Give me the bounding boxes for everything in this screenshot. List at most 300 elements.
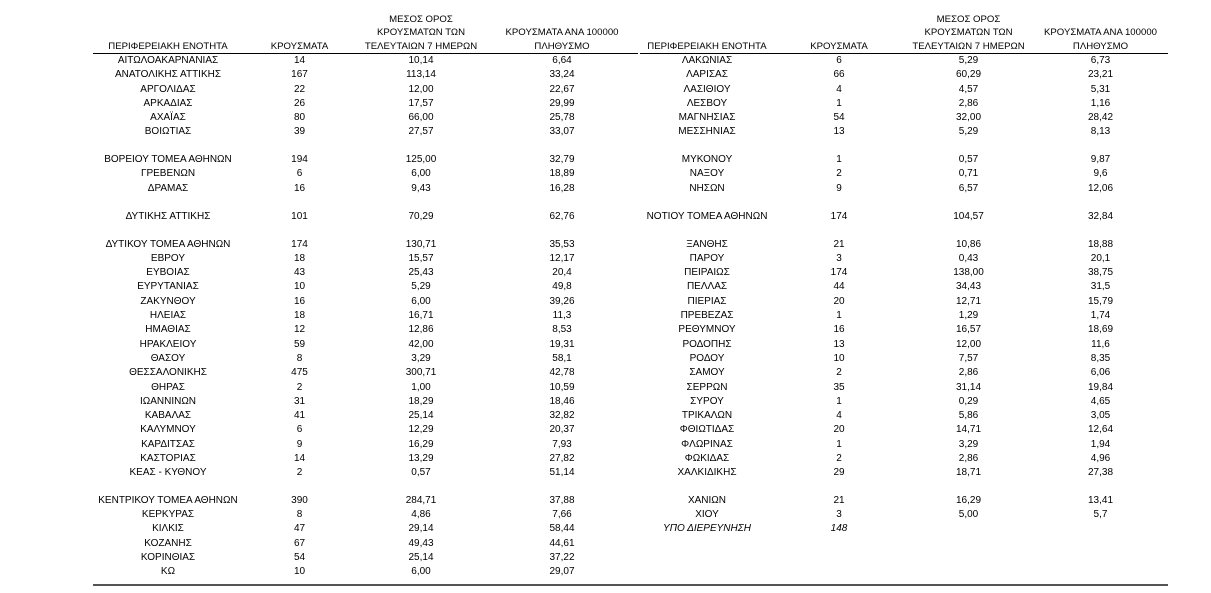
header-per100k-line2: ΠΛΗΘΥΣΜΟ [534, 40, 590, 52]
avg7-cell: 6,00 [411, 168, 431, 180]
table-row [640, 309, 1168, 323]
avg7-cell: 16,71 [408, 310, 434, 322]
table-row [640, 481, 1168, 509]
region-cell: ΕΒΡΟΥ [150, 252, 186, 264]
avg7-cell: 31,14 [955, 381, 982, 393]
region-cell: ΕΥΡΥΤΑΝΙΑΣ [137, 281, 199, 293]
region-cell: ΘΕΣΣΑΛΟΝΙΚΗΣ [129, 367, 207, 379]
table-row [640, 438, 1168, 452]
avg7-cell: 15,57 [408, 252, 434, 264]
table-row [93, 551, 638, 565]
per100k-cell: 32,84 [1087, 211, 1114, 223]
table-header-row [640, 10, 1168, 54]
avg7-cell: 42,00 [408, 338, 434, 350]
avg7-cell: 27,57 [408, 126, 434, 138]
table-row [93, 97, 638, 111]
table-row [93, 323, 638, 337]
avg7-cell: 12,29 [408, 424, 434, 436]
region-cell: ΚΑΣΤΟΡΙΑΣ [140, 453, 196, 465]
avg7-cell: 5,00 [958, 509, 979, 521]
table-row [93, 68, 638, 82]
table-row [640, 352, 1168, 366]
cases-cell: 47 [293, 523, 306, 535]
per100k-cell: 10,59 [549, 381, 575, 393]
cases-cell: 2 [836, 168, 842, 180]
avg7-cell [904, 522, 1033, 536]
avg7-cell: 49,43 [408, 537, 434, 549]
avg7-cell: 12,00 [408, 83, 434, 95]
cases-cell: 16 [293, 295, 306, 307]
region-cell: ΤΡΙΚΑΛΩΝ [681, 410, 733, 422]
table-row [93, 565, 638, 579]
table-row [640, 423, 1168, 437]
cases-cell: 31 [293, 395, 306, 407]
region-cell: ΠΙΕΡΙΑΣ [687, 295, 727, 307]
per100k-cell: 38,75 [1087, 267, 1114, 279]
avg7-cell: 25,14 [408, 552, 434, 564]
cases-cell: 4 [836, 410, 842, 422]
table-row [93, 452, 638, 466]
table-row [640, 167, 1168, 181]
avg7-cell: 66,00 [408, 112, 434, 124]
per100k-cell: 13,41 [1087, 495, 1114, 507]
table-row [93, 309, 638, 323]
avg7-cell: 138,00 [953, 267, 984, 279]
avg7-cell: 34,43 [955, 281, 982, 293]
per100k-cell: 33,07 [549, 126, 575, 138]
region-cell: ΠΕΙΡΑΙΩΣ [684, 267, 730, 279]
table-row [640, 466, 1168, 480]
region-cell: ΠΑΡΟΥ [689, 252, 725, 264]
per100k-cell: 51,14 [549, 467, 575, 479]
cases-cell: 16 [293, 182, 306, 194]
avg7-cell: 300,71 [405, 367, 437, 379]
cases-cell: 167 [291, 69, 308, 81]
cases-cell: 18 [293, 252, 306, 264]
region-cell: ΔΡΑΜΑΣ [147, 182, 189, 194]
region-cell: ΥΠΟ ΔΙΕΡΕΥΝΗΣΗ [663, 523, 751, 535]
header-avg7-line2: ΚΡΟΥΣΜΑΤΩΝ ΤΩΝ [376, 27, 466, 38]
region-cell: ΝΟΤΙΟΥ ΤΟΜΕΑ ΑΘΗΝΩΝ [646, 211, 768, 223]
avg7-cell: 10,86 [955, 238, 982, 250]
region-cell: ΚΩ [160, 566, 176, 578]
region-cell: ΜΑΓΝΗΣΙΑΣ [678, 112, 736, 124]
per100k-cell: 18,69 [1087, 324, 1114, 336]
per100k-cell: 31,5 [1090, 281, 1111, 293]
table-row [93, 537, 638, 551]
table-row [640, 140, 1168, 168]
region-cell: ΜΕΣΣΗΝΙΑΣ [678, 126, 736, 138]
cases-cell: 22 [293, 83, 306, 95]
per100k-cell: 22,67 [549, 83, 575, 95]
table-row [640, 54, 1168, 69]
per100k-cell: 6,64 [552, 55, 572, 66]
avg7-cell: 5,86 [958, 410, 979, 422]
per100k-cell: 62,76 [549, 211, 575, 223]
avg7-cell: 12,86 [408, 324, 434, 336]
per100k-cell: 18,89 [549, 168, 575, 180]
cases-cell: 16 [833, 324, 845, 336]
region-cell: ΔΥΤΙΚΗΣ ΑΤΤΙΚΗΣ [125, 211, 211, 223]
per100k-cell: 7,93 [552, 438, 572, 450]
table-row [93, 438, 638, 452]
cases-cell: 26 [293, 97, 306, 109]
cases-cell: 54 [293, 552, 306, 564]
table-row [640, 224, 1168, 252]
cases-cell: 59 [293, 338, 306, 350]
per100k-cell: 11,6 [1091, 338, 1110, 350]
cases-cell: 475 [291, 367, 308, 379]
avg7-cell: 113,14 [406, 69, 436, 81]
per100k-cell [1033, 522, 1168, 536]
region-cell: ΚΙΛΚΙΣ [152, 523, 184, 535]
region-cell: ΧΑΛΚΙΔΙΚΗΣ [677, 467, 737, 479]
cases-cell: 1 [836, 395, 842, 407]
table-row [640, 409, 1168, 423]
table-row [93, 466, 638, 480]
table-row [93, 140, 638, 168]
per100k-cell: 12,64 [1087, 424, 1114, 436]
region-cell: ΚΑΡΔΙΤΣΑΣ [141, 438, 195, 450]
region-cell: ΑΙΤΩΛΟΑΚΑΡΝΑΝΙΑΣ [117, 55, 219, 66]
avg7-cell: 104,57 [953, 211, 984, 223]
per100k-cell: 27,38 [1087, 467, 1114, 479]
cases-cell: 54 [833, 112, 845, 124]
avg7-cell: 10,14 [408, 55, 434, 66]
table-row [640, 111, 1168, 125]
region-cell: ΚΕΝΤΡΙΚΟΥ ΤΟΜΕΑ ΑΘΗΝΩΝ [98, 495, 238, 507]
cases-cell: 2 [296, 467, 303, 479]
avg7-cell: 0,57 [958, 154, 979, 166]
per100k-cell: 23,21 [1087, 69, 1114, 81]
avg7-cell: 4,57 [958, 83, 979, 95]
table-row [640, 295, 1168, 309]
per100k-cell: 5,7 [1093, 509, 1108, 521]
header-cases: ΚΡΟΥΣΜΑΤΑ [774, 10, 904, 54]
table-row [640, 395, 1168, 409]
avg7-cell: 3,29 [958, 438, 979, 450]
cases-cell: 174 [291, 238, 308, 250]
region-cell: ΚΑΛΥΜΝΟΥ [140, 424, 196, 436]
cases-cell: 13 [833, 126, 845, 138]
avg7-cell: 7,57 [958, 352, 979, 364]
per100k-cell: 16,28 [549, 182, 575, 194]
cases-cell: 6 [296, 168, 303, 180]
table-row [640, 252, 1168, 266]
region-cell: ΣΑΜΟΥ [689, 367, 725, 379]
per100k-cell: 25,78 [549, 112, 575, 124]
cases-cell: 1 [836, 310, 842, 322]
cases-cell: 14 [293, 55, 306, 66]
cases-cell: 67 [293, 537, 306, 549]
avg7-cell: 5,29 [958, 55, 979, 66]
table-row [93, 409, 638, 423]
table-row [93, 481, 638, 509]
region-cell: ΝΑΞΟΥ [689, 168, 725, 180]
per100k-cell: 28,42 [1087, 112, 1114, 124]
header-cases: ΚΡΟΥΣΜΑΤΑ [243, 10, 356, 54]
table-row [640, 125, 1168, 139]
table-row [93, 295, 638, 309]
avg7-cell: 2,86 [958, 97, 979, 109]
cases-cell: 194 [291, 154, 308, 166]
cases-cell: 174 [830, 267, 848, 279]
cases-cell: 41 [293, 410, 306, 422]
header-per100k-line1: ΚΡΟΥΣΜΑΤΑ ΑΝΑ 100000 [1044, 27, 1157, 38]
per100k-cell: 7,66 [552, 509, 572, 521]
region-cell: ΖΑΚΥΝΘΟΥ [140, 295, 196, 307]
avg7-cell: 17,57 [408, 97, 434, 109]
region-cell: ΛΑΡΙΣΑΣ [686, 69, 728, 81]
region-cell: ΦΩΚΙΔΑΣ [684, 453, 730, 465]
cases-cell: 10 [833, 352, 845, 364]
per100k-cell: 15,79 [1087, 295, 1114, 307]
region-cell: ΙΩΑΝΝΙΝΩΝ [139, 395, 197, 407]
per100k-cell: 20,1 [1090, 252, 1111, 264]
avg7-cell: 5,29 [958, 126, 979, 138]
per100k-cell: 39,26 [549, 295, 575, 307]
region-cell: ΘΑΣΟΥ [150, 352, 186, 364]
region-cell: ΜΥΚΟΝΟΥ [681, 154, 733, 166]
cases-cell: 21 [833, 238, 845, 250]
region-cell: ΛΑΚΩΝΙΑΣ [681, 55, 733, 66]
per100k-cell: 35,53 [549, 238, 575, 250]
avg7-cell: 29,14 [408, 523, 434, 535]
cases-cell: 14 [293, 453, 306, 465]
per100k-cell: 18,46 [549, 395, 575, 407]
per100k-cell: 1,16 [1090, 97, 1111, 109]
cases-cell: 1 [836, 438, 842, 450]
cases-cell: 6 [836, 55, 842, 66]
per100k-cell: 32,82 [549, 410, 575, 422]
per100k-cell: 3,05 [1090, 410, 1111, 422]
per100k-cell: 44,61 [549, 537, 575, 549]
header-avg7-line3: ΤΕΛΕΥΤΑΙΩΝ 7 ΗΜΕΡΩΝ [364, 40, 478, 52]
avg7-cell: 18,29 [408, 395, 434, 407]
avg7-cell: 6,00 [411, 295, 431, 307]
avg7-cell: 13,29 [408, 453, 434, 465]
cases-cell: 10 [293, 566, 306, 578]
region-cell: ΑΡΓΟΛΙΔΑΣ [140, 83, 196, 95]
cases-cell: 4 [836, 83, 842, 95]
header-per100k [1033, 10, 1168, 54]
table-row [93, 125, 638, 139]
cases-cell: 390 [291, 495, 308, 507]
region-cell: ΚΟΖΑΝΗΣ [144, 537, 192, 549]
per100k-cell: 6,06 [1090, 367, 1111, 379]
header-per100k-line2: ΠΛΗΘΥΣΜΟ [1072, 40, 1129, 52]
avg7-cell: 1,29 [958, 310, 979, 322]
cases-cell: 1 [836, 154, 842, 166]
cases-cell: 29 [833, 467, 845, 479]
table-row [640, 452, 1168, 466]
region-cell: ΔΥΤΙΚΟΥ ΤΟΜΕΑ ΑΘΗΝΩΝ [105, 238, 231, 250]
cases-cell: 43 [293, 267, 306, 279]
region-cell: ΓΡΕΒΕΝΩΝ [140, 168, 196, 180]
region-cell: ΛΕΣΒΟΥ [686, 97, 728, 109]
region-cell: ΒΟΙΩΤΙΑΣ [144, 126, 192, 138]
avg7-cell: 6,00 [411, 566, 431, 578]
per100k-cell: 11,3 [552, 310, 572, 322]
avg7-cell: 4,86 [411, 509, 431, 521]
table-row [93, 252, 638, 266]
table-row [640, 323, 1168, 337]
avg7-cell: 1,00 [411, 381, 431, 393]
per100k-cell: 6,73 [1090, 55, 1111, 66]
per100k-cell: 8,13 [1090, 126, 1111, 138]
table-row [93, 182, 638, 196]
cases-cell: 13 [833, 338, 845, 350]
per100k-cell: 8,35 [1090, 352, 1111, 364]
cases-cell: 20 [833, 424, 845, 436]
table-row [640, 266, 1168, 280]
table-row [93, 338, 638, 352]
cases-cell: 35 [833, 381, 845, 393]
avg7-cell: 125,00 [405, 154, 437, 166]
avg7-cell: 12,00 [955, 338, 982, 350]
table-row [640, 68, 1168, 82]
table-row [93, 522, 638, 536]
avg7-cell: 16,29 [408, 438, 434, 450]
avg7-cell: 0,43 [958, 252, 979, 264]
region-cell: ΗΜΑΘΙΑΣ [145, 324, 191, 336]
region-cell: ΕΥΒΟΙΑΣ [146, 267, 190, 279]
cases-cell: 21 [833, 495, 845, 507]
region-cell: ΚΕΑΣ - ΚΥΘΝΟΥ [129, 467, 207, 479]
avg7-cell: 25,43 [408, 267, 434, 279]
avg7-cell: 16,57 [955, 324, 982, 336]
region-cell: ΧΑΝΙΩΝ [687, 495, 727, 507]
per100k-cell: 37,22 [549, 552, 575, 564]
table-row [640, 508, 1168, 522]
per100k-cell: 19,84 [1087, 381, 1114, 393]
avg7-cell: 0,29 [958, 395, 979, 407]
table-row [93, 224, 638, 252]
avg7-cell: 0,57 [411, 467, 431, 479]
table-row [640, 182, 1168, 196]
header-avg7-line2: ΚΡΟΥΣΜΑΤΩΝ ΤΩΝ [924, 27, 1013, 38]
per100k-cell: 58,1 [552, 352, 572, 364]
per100k-cell: 58,44 [549, 523, 575, 535]
table-row [93, 167, 638, 181]
per100k-cell: 19,31 [549, 338, 575, 350]
table-row [640, 366, 1168, 380]
per100k-cell: 37,88 [549, 495, 575, 507]
per100k-cell: 9,87 [1090, 154, 1111, 166]
per100k-cell: 1,74 [1090, 310, 1111, 322]
per100k-cell: 1,94 [1090, 438, 1111, 450]
table-row [93, 266, 638, 280]
avg7-cell: 6,57 [958, 182, 979, 194]
per100k-cell: 29,99 [549, 97, 575, 109]
avg7-cell: 5,29 [411, 281, 431, 293]
per100k-cell: 33,24 [549, 69, 575, 81]
table-row [93, 423, 638, 437]
avg7-cell: 16,29 [955, 495, 982, 507]
table-row [640, 522, 1168, 536]
cases-cell: 12 [293, 324, 306, 336]
header-avg7-line1: ΜΕΣΟΣ ΟΡΟΣ [936, 13, 1001, 25]
cases-cell: 2 [836, 367, 842, 379]
cases-cell: 2 [836, 453, 842, 465]
region-cell: ΛΑΣΙΘΙΟΥ [683, 83, 731, 95]
avg7-cell: 32,00 [955, 112, 982, 124]
cases-cell: 66 [833, 69, 845, 81]
cases-cell: 174 [830, 211, 848, 223]
header-region: ΠΕΡΙΦΕΡΕΙΑΚΗ ΕΝΟΤΗΤΑ [93, 10, 243, 54]
avg7-cell: 2,86 [958, 453, 979, 465]
per100k-cell: 9,6 [1093, 168, 1108, 180]
cases-cell: 8 [296, 352, 303, 364]
cases-cell: 20 [833, 295, 845, 307]
avg7-cell: 18,71 [955, 467, 982, 479]
table-row [640, 381, 1168, 395]
cases-cell: 6 [296, 424, 303, 436]
per100k-cell: 5,31 [1090, 83, 1111, 95]
per100k-cell: 20,37 [549, 424, 575, 436]
region-cell: ΣΕΡΡΩΝ [686, 381, 728, 393]
header-avg7 [356, 10, 486, 54]
table-row [93, 352, 638, 366]
region-cell: ΘΗΡΑΣ [151, 381, 185, 393]
avg7-cell: 9,43 [411, 182, 431, 194]
region-cell: ΡΟΔΟΥ [689, 352, 725, 364]
cases-cell: 80 [293, 112, 306, 124]
table-row [93, 83, 638, 97]
avg7-cell: 0,71 [958, 168, 979, 180]
per100k-cell: 20,4 [552, 267, 572, 279]
cases-cell: 10 [293, 281, 306, 293]
avg7-cell: 3,29 [411, 352, 431, 364]
cases-cell: 8 [296, 509, 303, 521]
header-avg7-line1: ΜΕΣΟΣ ΟΡΟΣ [389, 13, 453, 25]
region-cell: ΡΕΘΥΜΝΟΥ [678, 324, 736, 336]
cases-cell: 39 [293, 126, 306, 138]
region-cell: ΞΑΝΘΗΣ [686, 238, 728, 250]
region-cell: ΣΥΡΟΥ [690, 395, 724, 407]
table-row [640, 196, 1168, 225]
left-cases-table [93, 10, 638, 580]
cases-cell: 9 [836, 182, 842, 194]
cases-cell: 148 [830, 523, 848, 535]
table-header-row [93, 10, 638, 54]
table-row [93, 366, 638, 380]
header-per100k [486, 10, 638, 54]
table-row [640, 338, 1168, 352]
region-cell: ΑΡΚΑΔΙΑΣ [143, 97, 193, 109]
per100k-cell: 12,17 [549, 252, 575, 264]
header-region: ΠΕΡΙΦΕΡΕΙΑΚΗ ΕΝΟΤΗΤΑ [640, 10, 774, 54]
per100k-cell: 12,06 [1087, 182, 1114, 194]
per100k-cell: 27,82 [549, 453, 575, 465]
avg7-cell: 60,29 [955, 69, 982, 81]
region-cell: ΗΡΑΚΛΕΙΟΥ [139, 338, 197, 350]
region-cell: ΦΘΙΩΤΙΔΑΣ [679, 424, 735, 436]
cases-cell: 1 [836, 97, 842, 109]
table-row [93, 395, 638, 409]
region-cell: ΝΗΣΩΝ [689, 182, 725, 194]
header-avg7 [904, 10, 1033, 54]
cases-cell: 18 [293, 310, 306, 322]
table-row [93, 280, 638, 294]
region-cell: ΚΕΡΚΥΡΑΣ [141, 509, 195, 521]
per100k-cell: 29,07 [549, 566, 575, 578]
avg7-cell: 284,71 [405, 495, 437, 507]
table-row [93, 111, 638, 125]
table-row [640, 97, 1168, 111]
bottom-rule [93, 584, 1168, 586]
region-cell: ΠΕΛΛΑΣ [686, 281, 728, 293]
